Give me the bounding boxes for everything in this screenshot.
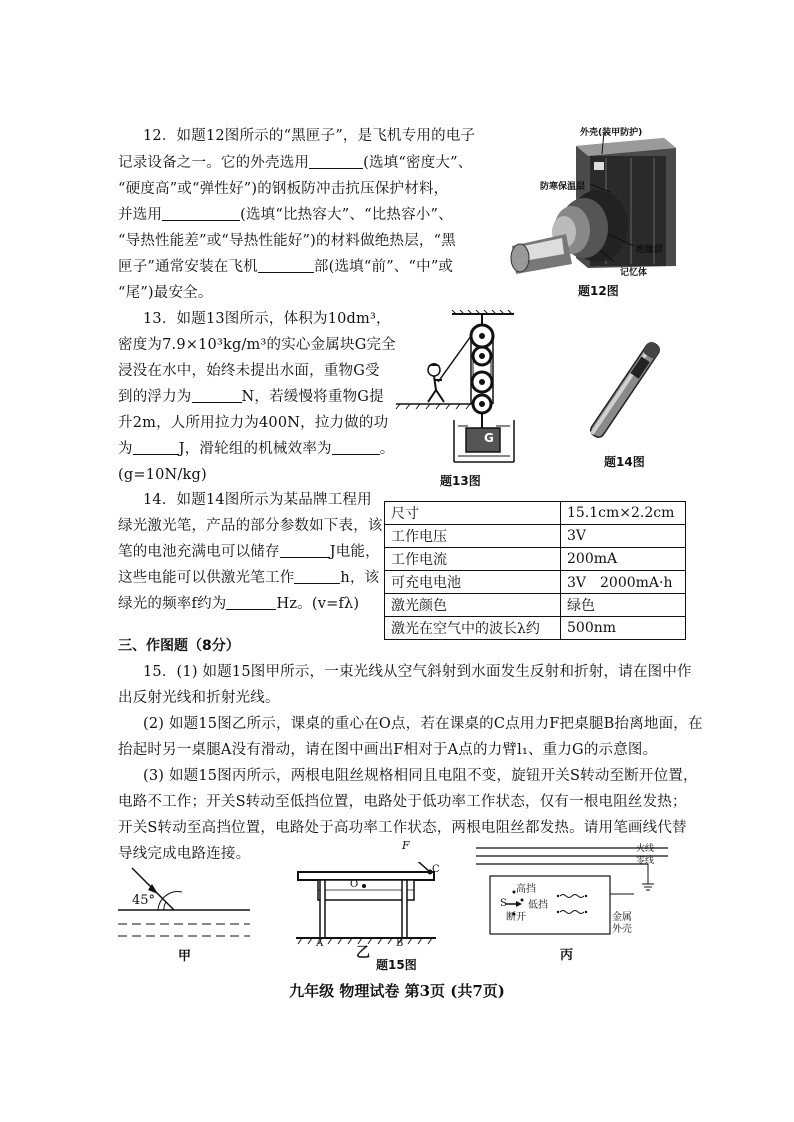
q14-line5-tail: Hz。(v=fλ) (276, 596, 360, 612)
table-row (385, 594, 686, 617)
q14-line3-text: 笔的电池充满电可以储存 (118, 544, 280, 560)
q14-line4 (118, 568, 379, 588)
fig15c-label: 丙 (560, 948, 574, 963)
answer-blank[interactable] (294, 569, 340, 584)
q15-p2a: (2) 如题15图乙所示，课桌的重心在O点，若在课桌的C点用力F把桌腿B抬离地面，在 (143, 716, 703, 732)
table-row (385, 525, 686, 548)
label-heat-layer: 绝缘层 (636, 245, 664, 255)
table-key: 激光在空气中的波长λ约 (385, 617, 561, 640)
table-key: 工作电流 (385, 548, 561, 571)
pulley-figure (392, 310, 527, 470)
q15-p3d: 导线完成电路连接。 (118, 846, 251, 862)
fig13-caption: 题13图 (440, 474, 481, 488)
q13-line4 (118, 387, 384, 407)
live-wire-label: 火线 (636, 844, 655, 854)
q13-line3: 浸没在水中，始终未提出水面，重物G受 (118, 363, 380, 379)
point-a-label: A (316, 938, 324, 949)
answer-blank[interactable] (192, 388, 242, 403)
high-label: 高挡 (516, 884, 536, 895)
table-value: 3V (561, 525, 686, 548)
table-key: 尺寸 (385, 502, 561, 525)
off-label: 断开 (506, 912, 526, 923)
answer-blank[interactable] (162, 206, 240, 221)
q12-line2-tail: (选填“密度大”、 (363, 155, 473, 171)
table-value: 15.1cm×2.2cm (561, 502, 686, 525)
q12-line4-text: 并选用 (118, 207, 163, 223)
laser-spec-table (384, 501, 686, 640)
q12-line2 (118, 153, 472, 173)
page-footer: 九年级 物理试卷 第3页 (共7页) (289, 982, 505, 1000)
table-value: 绿色 (561, 594, 686, 617)
q13-line1: 13．如题13图所示，体积为10dm³， (143, 311, 391, 327)
label-shell: 外壳(装甲防护) (580, 128, 643, 138)
q13-line6-mid: J，滑轮组的机械效率为 (178, 441, 332, 457)
block-g-label: G (484, 431, 494, 445)
q12-line4-tail: (选填“比热容大”、“比热容小”、 (240, 207, 453, 223)
q14-line4-text: 这些电能可以供激光笔工作 (118, 570, 295, 586)
q12-line1: 12．如题12图所示的“黑匣子”，是飞机专用的电子 (143, 128, 476, 144)
point-c-label: C (432, 864, 440, 875)
q15-p2b: 抬起时另一桌腿A没有滑动，请在图中画出F相对于A点的力臂l₁、重力G的示意图。 (118, 742, 658, 758)
fig15-caption: 题15图 (376, 958, 417, 972)
answer-blank[interactable] (280, 543, 330, 558)
answer-blank[interactable] (226, 595, 276, 610)
answer-blank[interactable] (133, 440, 179, 455)
table-row (385, 617, 686, 640)
q15-p3c: 开关S转动至高挡位置，电路处于高功率工作状态，两根电阻丝都发热。请用笔画线代替 (118, 820, 687, 836)
label-insulation: 防寒保温层 (540, 182, 586, 192)
q13-line6-tail: 。 (379, 441, 395, 457)
point-b-label: B (396, 938, 404, 949)
black-box-figure (506, 118, 684, 280)
switch-s-label: S (500, 898, 507, 909)
q12-line4 (118, 205, 453, 225)
q13-line6 (118, 439, 394, 459)
q12-line2-text: 记录设备之一。它的外壳选用 (118, 155, 310, 171)
q13-line7: (g=10N/kg) (118, 467, 207, 483)
q12-line5: “导热性能差”或“导热性能好”)的材料做绝热层，“黑 (118, 233, 456, 249)
fig12-caption: 题12图 (578, 284, 619, 298)
point-o-label: O (350, 879, 359, 890)
q13-line6-text: 为 (118, 441, 133, 457)
q14-line4-tail: h，该 (340, 570, 380, 586)
fig15a-label: 甲 (178, 949, 192, 964)
fig15b-label: 乙 (356, 945, 370, 961)
q13-line4-text: 到的浮力为 (118, 389, 192, 405)
table-row (385, 548, 686, 571)
q14-line3 (118, 542, 380, 562)
q12-line6-tail: 部(选填“前”、“中”或 (313, 259, 454, 275)
q12-line6-text: 匣子”通常安装在飞机 (118, 259, 258, 275)
laser-pen-figure (580, 325, 670, 455)
neutral-wire-label: 零线 (636, 856, 655, 866)
q12-line7: “尾”)最安全。 (118, 285, 213, 301)
table-key: 激光颜色 (385, 594, 561, 617)
table-key: 工作电压 (385, 525, 561, 548)
table-row (385, 502, 686, 525)
low-label: 低挡 (528, 900, 548, 911)
case-label-1: 金属 (612, 912, 632, 923)
q13-line5: 升2m，人所用拉力为400N，拉力做的功 (118, 415, 389, 431)
q14-line3-tail: J电能， (329, 544, 380, 560)
q15-p1a: 15．(1) 如题15图甲所示，一束光线从空气斜射到水面发生反射和折射，请在图中作 (143, 664, 692, 680)
q12-line3: “硬度高”或“弹性好”)的钢板防冲击抗压保护材料， (118, 181, 449, 197)
force-f-label: F (402, 839, 410, 852)
q14-line5-text: 绿光的频率f约为 (118, 596, 227, 612)
q15-p1b: 出反射光线和折射光线。 (118, 690, 280, 706)
q12-line6 (118, 257, 453, 277)
fig14-caption: 题14图 (604, 455, 645, 469)
table-key: 可充电电池 (385, 571, 561, 594)
q13-line4-tail: N，若缓慢将重物G提 (241, 389, 384, 405)
table-value: 3V 2000mA·h (561, 571, 686, 594)
section-heading: 三、作图题（8分） (118, 638, 240, 654)
answer-blank[interactable] (258, 258, 314, 273)
table-value: 200mA (561, 548, 686, 571)
q14-line2: 绿光激光笔，产品的部分参数如下表，该 (118, 518, 383, 534)
table-row (385, 571, 686, 594)
label-memory: 记忆体 (620, 268, 648, 278)
q14-line5 (118, 594, 359, 614)
answer-blank[interactable] (309, 154, 363, 169)
table-value: 500nm (561, 617, 686, 640)
answer-blank[interactable] (332, 440, 380, 455)
q15-p3b: 电路不工作；开关S转动至低挡位置，电路处于低功率工作状态，仅有一根电阻丝发热； (118, 794, 687, 810)
case-label-2: 外壳 (612, 924, 632, 935)
q14-line1: 14．如题14图所示为某品牌工程用 (143, 492, 372, 508)
q13-line2: 密度为7.9×10³kg/m³的实心金属块G完全 (118, 337, 396, 353)
q15-p3a: (3) 如题15图丙所示，两根电阻丝规格相同且电阻不变，旋钮开关S转动至断开位置， (143, 768, 698, 784)
angle-label: 45° (132, 893, 156, 908)
